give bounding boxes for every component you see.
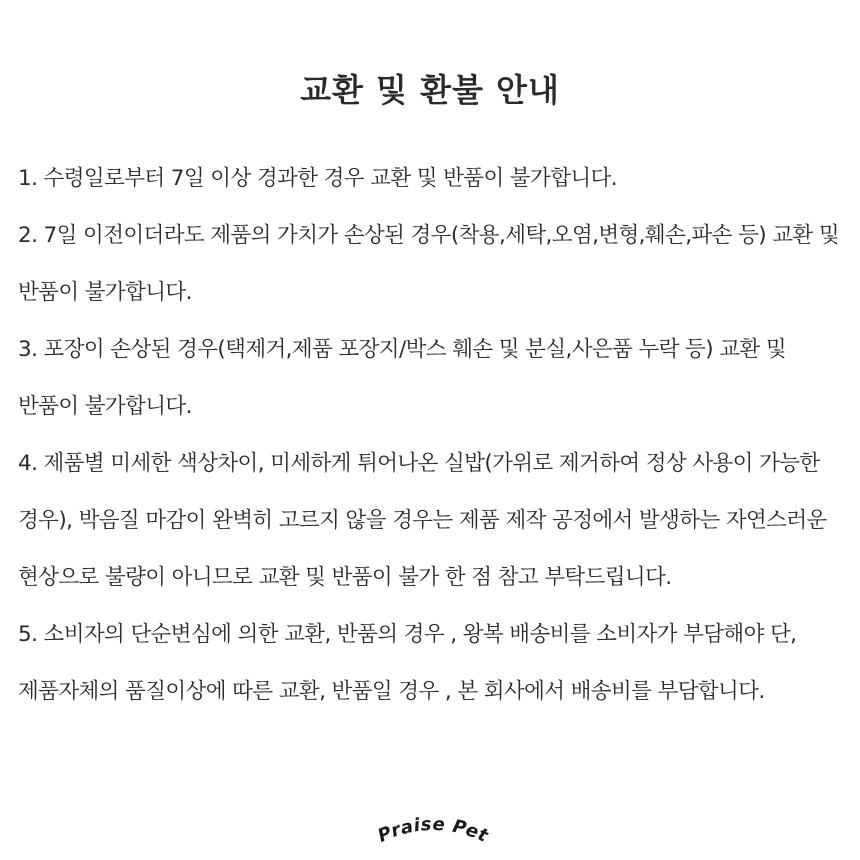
brand-logo-text [375, 814, 492, 847]
policy-list [18, 150, 844, 720]
policy-item-2: 2. 7일 이전이더라도 제품의 가치가 손상된 경우(착용,세탁,오염,변형,훼손,파손 등) 교환 및 반품이 불가합니다. [18, 223, 839, 305]
policy-item-4: 4. 제품별 미세한 색상차이, 미세하게 튀어나온 실밥(가위로 제거하여 정상 사용이 가능한 경우), 박음질 마감이 완벽히 고르지 않을 경우는 제품 제작 공정에서 발생하는 자연스러운 현상으로 불량이 아니므로 교환 및 반품이 불가 한 점 참고 부탁드립니다. [18, 451, 827, 590]
brand-logo-textpath: Praise Pet [374, 813, 492, 847]
policy-item-3: 3. 포장이 손상된 경우(택제거,제품 포장지/박스 훼손 및 분실,사은품 누락 등) 교환 및 반품이 불가합니다. [18, 337, 786, 419]
page-title: 교환 및 환불 안내 [300, 71, 560, 110]
policy-item-1: 1. 수령일로부터 7일 이상 경과한 경우 교환 및 반품이 불가합니다. [18, 166, 617, 191]
brand-logo-svg [368, 808, 498, 854]
policy-item-5: 5. 소비자의 단순변심에 의한 교환, 반품의 경우 , 왕복 배송비를 소비자가 부담해야 단, 제품자체의 품질이상에 따른 교환, 반품일 경우 , 본 회사에서 배송비를 부담합니다. [18, 622, 797, 704]
brand-logo [368, 808, 498, 854]
